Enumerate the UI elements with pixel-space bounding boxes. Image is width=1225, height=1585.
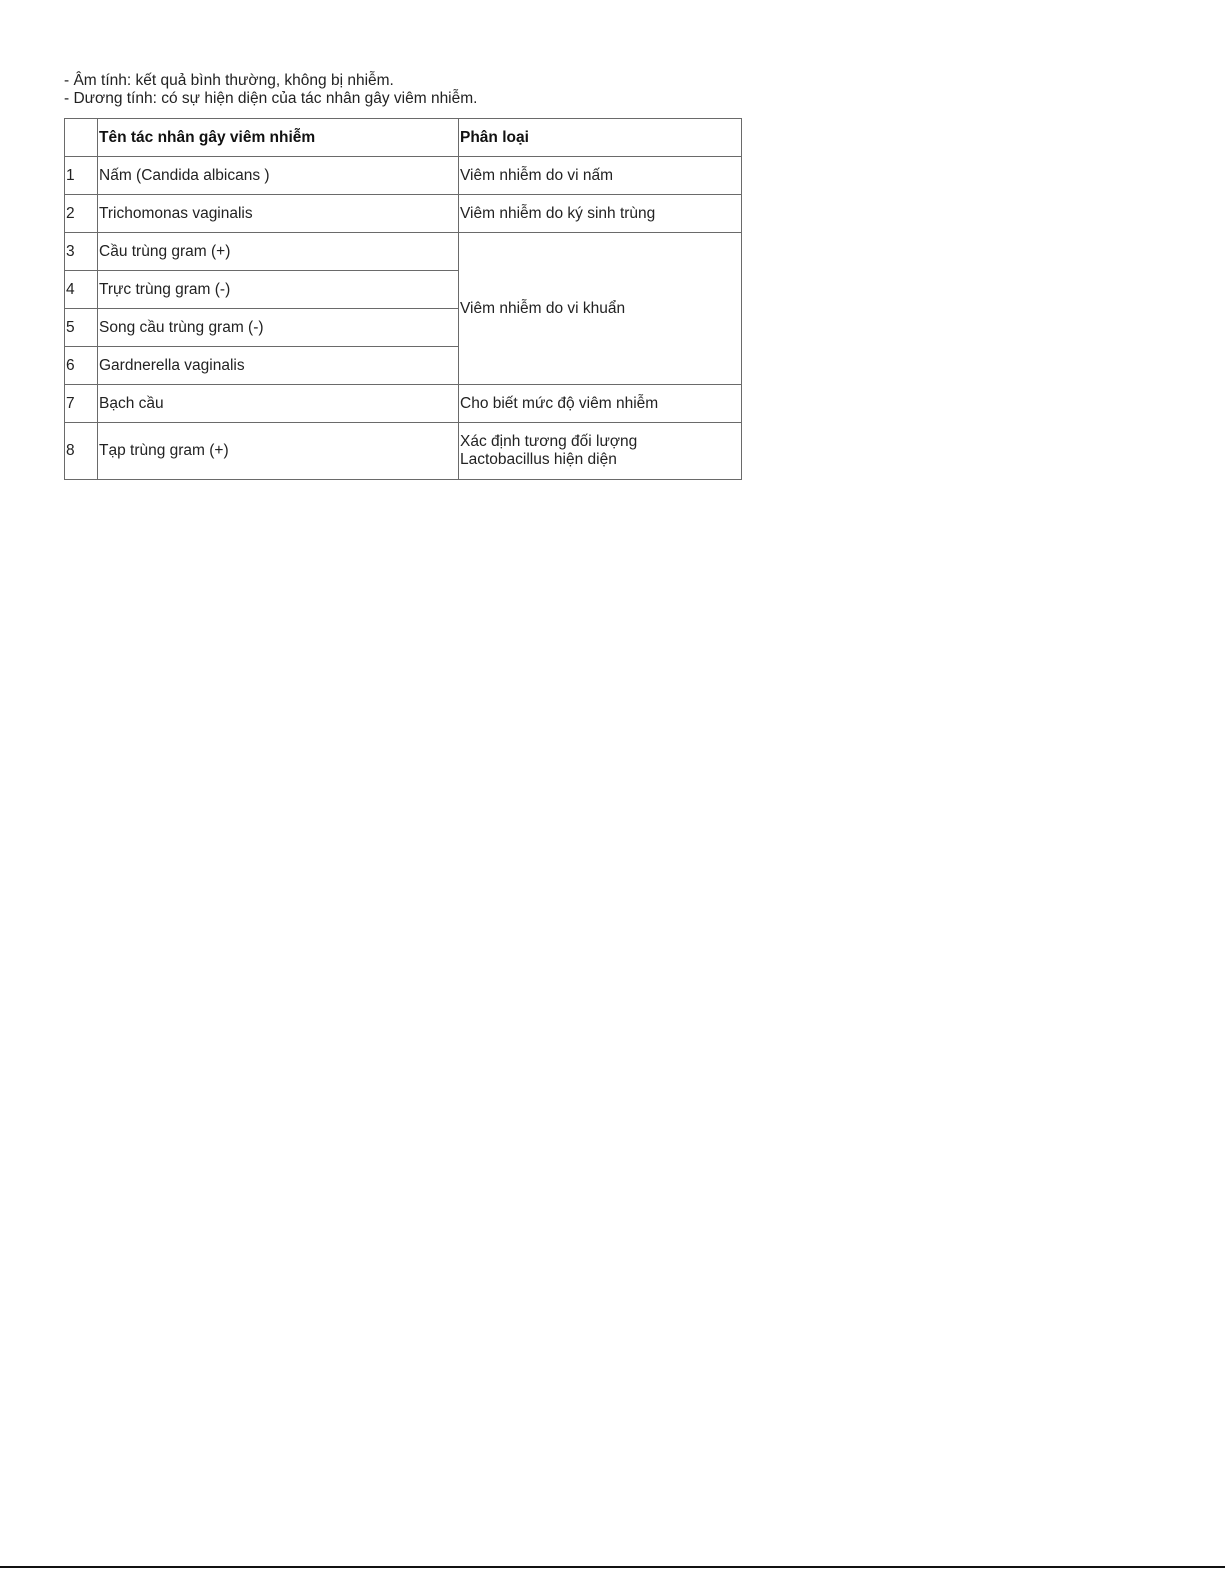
header-classification: Phân loại	[459, 119, 742, 157]
table-row	[65, 385, 742, 423]
table-row	[65, 233, 742, 271]
table-row	[65, 423, 742, 480]
row-number: 6	[65, 347, 98, 385]
header-number	[65, 119, 98, 157]
note-negative: - Âm tính: kết quả bình thường, không bị nhiễm.	[64, 72, 394, 89]
header-agent-name: Tên tác nhân gây viêm nhiễm	[98, 119, 459, 157]
note-positive: - Dương tính: có sự hiện diện của tác nhân gây viêm nhiễm.	[64, 90, 478, 107]
row-number: 7	[65, 385, 98, 423]
row-number: 2	[65, 195, 98, 233]
agent-classification	[459, 423, 742, 480]
infection-agents-table	[64, 118, 742, 480]
row-number: 8	[65, 423, 98, 480]
agent-classification: Cho biết mức độ viêm nhiễm	[459, 385, 742, 423]
row-number: 5	[65, 309, 98, 347]
agent-name: Bạch cầu	[98, 385, 459, 423]
classification-line: Xác định tương đối lượng	[460, 433, 638, 450]
agent-name: Cầu trùng gram (+)	[98, 233, 459, 271]
classification-line: Lactobacillus hiện diện	[460, 451, 617, 468]
table-header-row	[65, 119, 742, 157]
page-bottom-rule	[0, 1566, 1225, 1568]
agent-name: Nấm (Candida albicans )	[98, 157, 459, 195]
agent-classification: Viêm nhiễm do vi nấm	[459, 157, 742, 195]
agent-name: Song cầu trùng gram (-)	[98, 309, 459, 347]
table-row	[65, 157, 742, 195]
agent-name: Tạp trùng gram (+)	[98, 423, 459, 480]
agent-classification: Viêm nhiễm do ký sinh trùng	[459, 195, 742, 233]
table-row	[65, 195, 742, 233]
agent-name: Trichomonas vaginalis	[98, 195, 459, 233]
row-number: 4	[65, 271, 98, 309]
row-number: 3	[65, 233, 98, 271]
agent-classification-merged: Viêm nhiễm do vi khuẩn	[459, 233, 742, 385]
agent-name: Trực trùng gram (-)	[98, 271, 459, 309]
document-content	[44, 60, 746, 496]
row-number: 1	[65, 157, 98, 195]
agent-name: Gardnerella vaginalis	[98, 347, 459, 385]
